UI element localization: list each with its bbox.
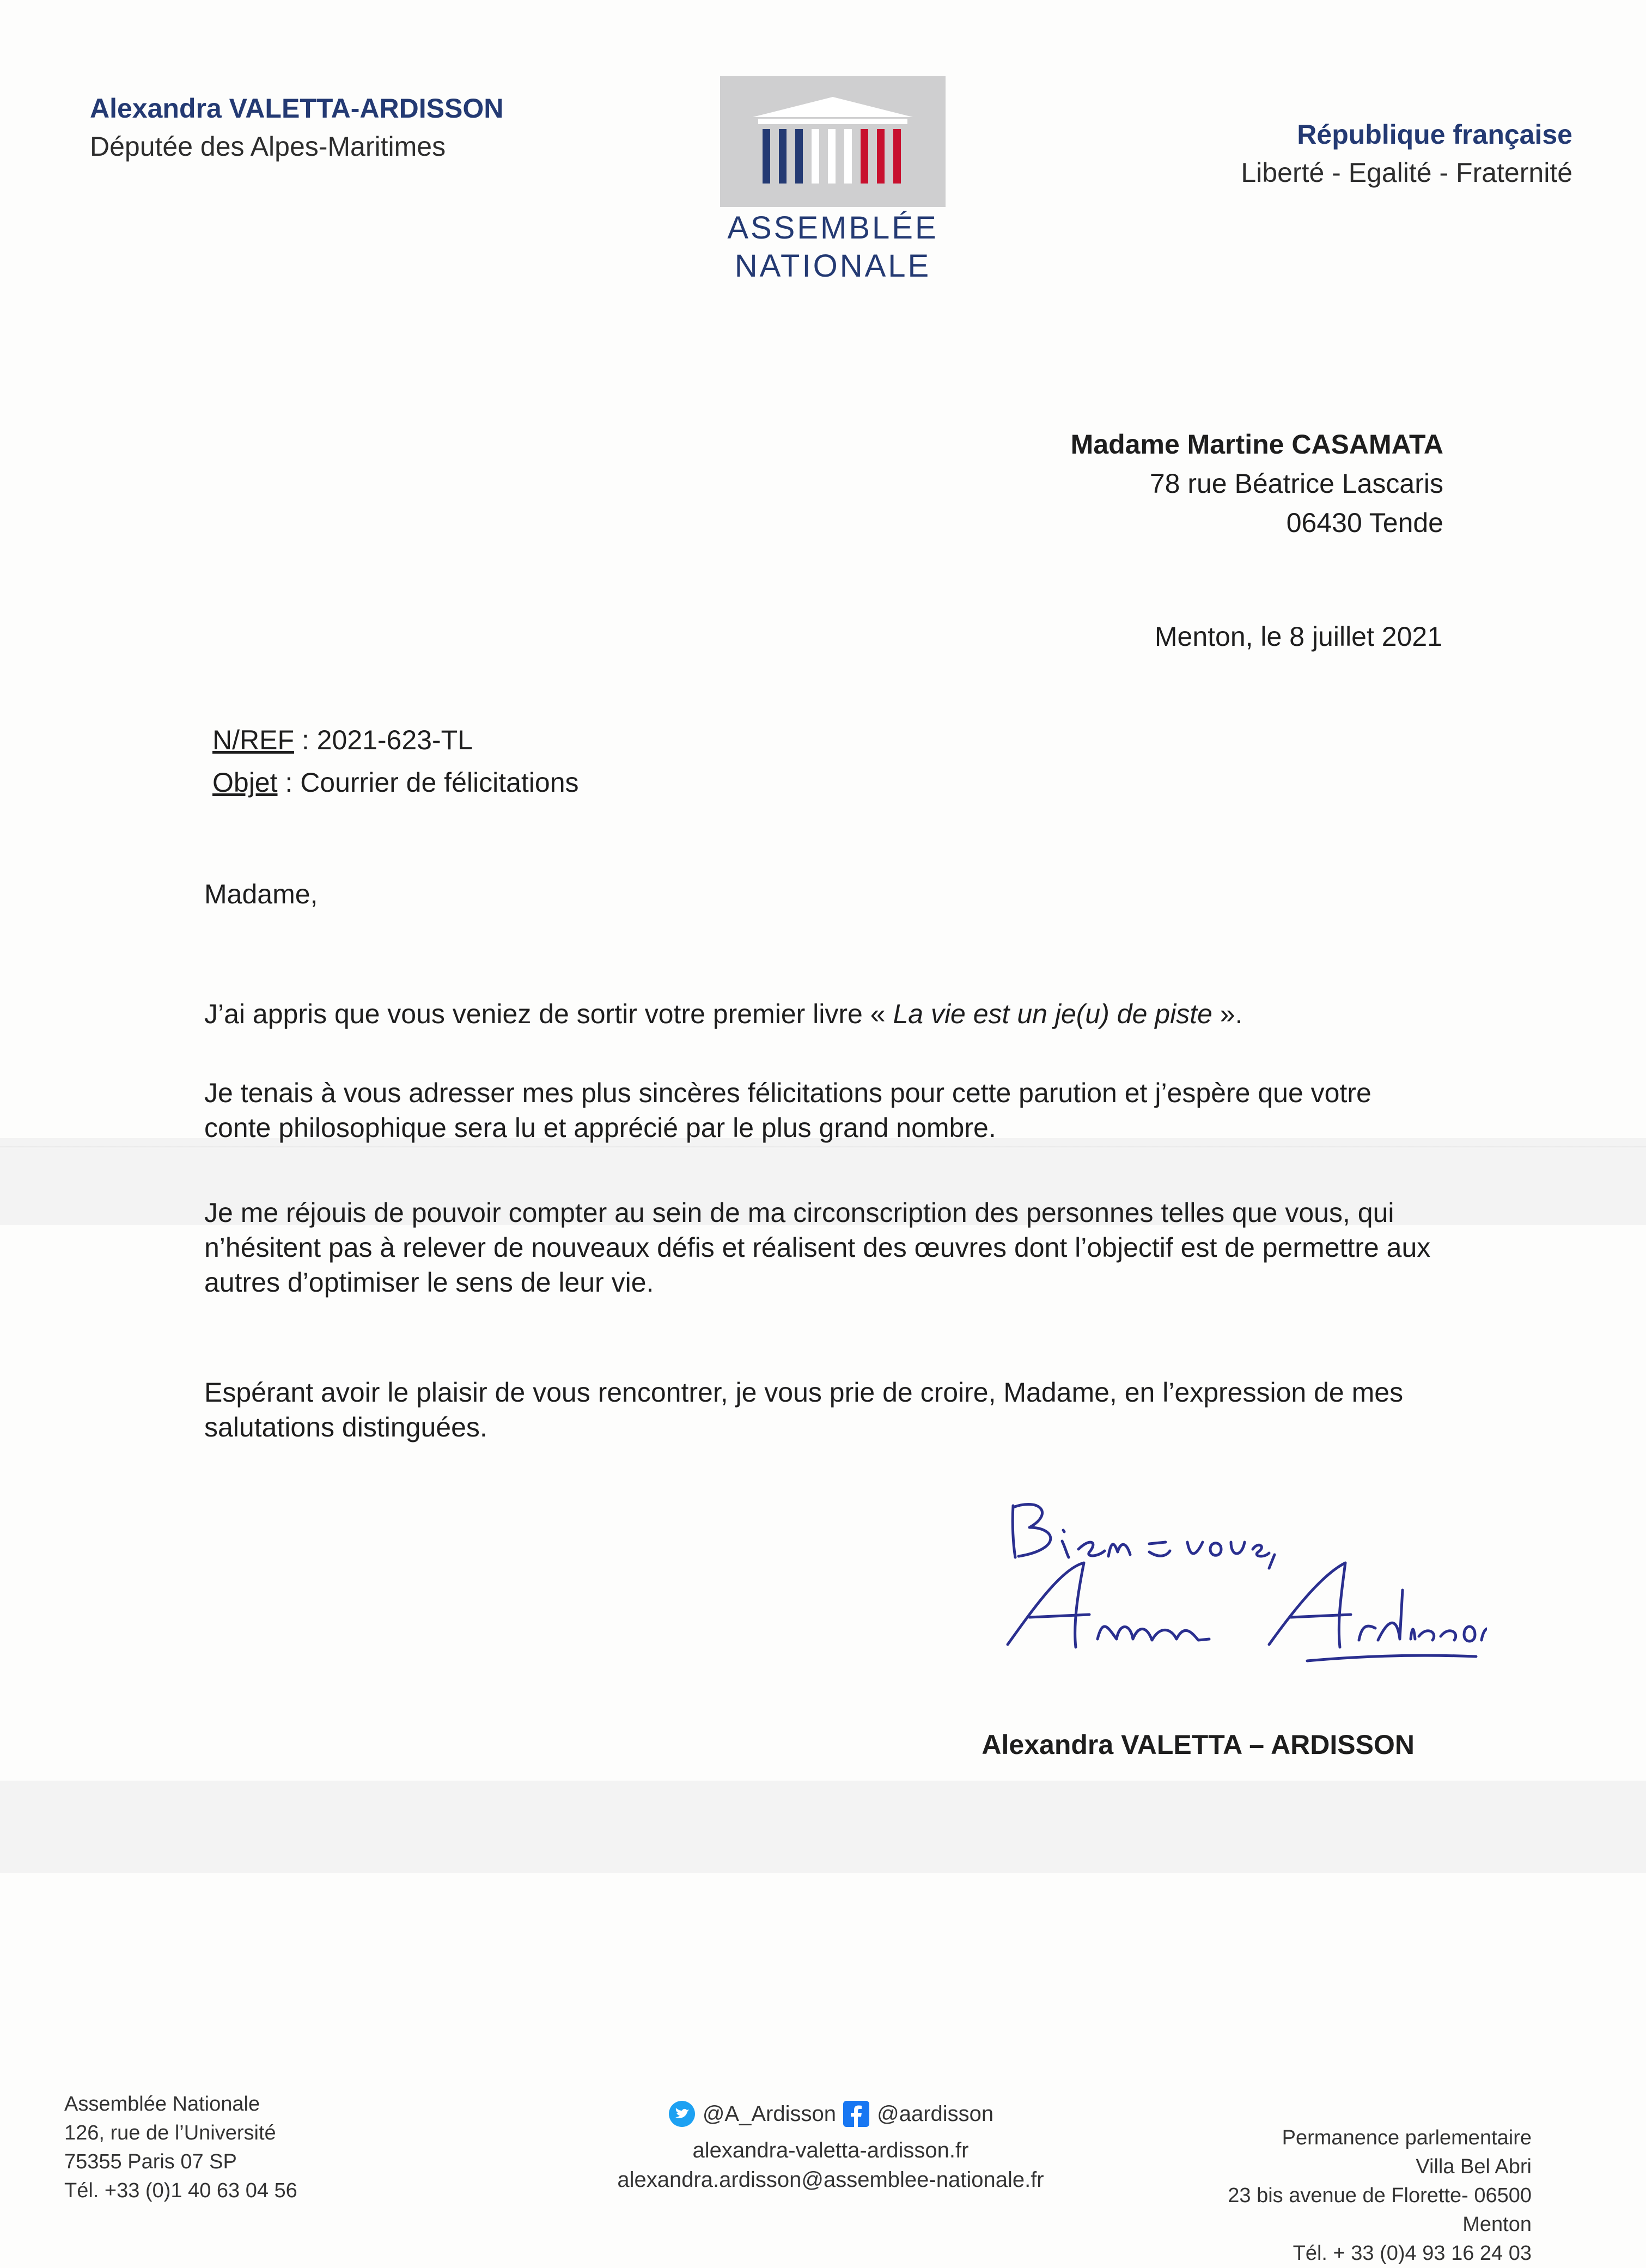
paragraph-2-text: Je tenais à vous adresser mes plus sincères félicitations pour cette parution et j’espère que votre conte philosophique sera lu et apprécié par le plus grand nombre. bbox=[204, 1078, 1371, 1143]
facebook-icon bbox=[842, 2100, 870, 2128]
republic-title: République française bbox=[1297, 119, 1572, 150]
dateline: Menton, le 8 juillet 2021 bbox=[1154, 621, 1442, 652]
handwritten-signature bbox=[997, 1481, 1487, 1691]
footer-right-line: Menton bbox=[1462, 2213, 1532, 2236]
facebook-handle-row bbox=[842, 2099, 993, 2129]
sender-block bbox=[90, 93, 503, 162]
recipient-street: 78 rue Béatrice Lascaris bbox=[1149, 468, 1443, 499]
footer-left-line: 126, rue de l’Université bbox=[64, 2122, 276, 2144]
reference-block bbox=[212, 719, 579, 804]
footer-left-line: Tél. +33 (0)1 40 63 04 56 bbox=[64, 2179, 297, 2202]
sender-name: Alexandra VALETTA-ARDISSON bbox=[90, 93, 504, 124]
republic-motto: Liberté - Egalité - Fraternité bbox=[1241, 157, 1572, 188]
paragraph-3 bbox=[204, 1195, 1435, 1300]
footer-right-line: Tél. + 33 (0)4 93 16 24 03 bbox=[1293, 2242, 1532, 2265]
assemblee-nationale-logo bbox=[720, 76, 946, 283]
logo-line2: NATIONALE bbox=[734, 248, 931, 284]
printed-signature-name: Alexandra VALETTA – ARDISSON bbox=[981, 1729, 1415, 1760]
footer-right-line: 23 bis avenue de Florette- 06500 bbox=[1228, 2184, 1532, 2207]
recipient-address bbox=[1071, 425, 1443, 542]
republic-block bbox=[1241, 119, 1572, 188]
paragraph-4-text: Espérant avoir le plaisir de vous rencontrer, je vous prie de croire, Madame, en l’expression de mes salutations distinguées. bbox=[204, 1377, 1404, 1442]
footer-contacts bbox=[545, 2099, 1117, 2194]
facebook-handle[interactable]: @aardisson bbox=[877, 2102, 994, 2126]
paragraph-2 bbox=[204, 1075, 1435, 1145]
subject-line bbox=[212, 761, 579, 804]
p1-after: ». bbox=[1212, 999, 1243, 1029]
footer-right-line: Villa Bel Abri bbox=[1416, 2155, 1532, 2178]
recipient-city: 06430 Tende bbox=[1286, 508, 1443, 538]
paragraph-4 bbox=[204, 1375, 1435, 1445]
footer-left-line: 75355 Paris 07 SP bbox=[64, 2150, 237, 2173]
paragraph-1 bbox=[204, 997, 1435, 1031]
footer-permanence-address bbox=[1228, 2124, 1532, 2268]
sender-role: Députée des Alpes-Maritimes bbox=[90, 131, 446, 162]
website-link[interactable]: alexandra-valetta-ardisson.fr bbox=[692, 2138, 969, 2162]
footer-assembly-address bbox=[64, 2090, 297, 2205]
paper-shading bbox=[0, 1781, 1646, 1873]
twitter-icon bbox=[668, 2100, 696, 2128]
subject-value: : Courrier de félicitations bbox=[277, 767, 579, 798]
fold-line bbox=[0, 1146, 1646, 1148]
ref-label: N/REF bbox=[212, 725, 294, 755]
assembly-building-icon bbox=[720, 76, 946, 207]
p1-before: J’ai appris que vous veniez de sortir votre premier livre « bbox=[204, 999, 893, 1029]
footer-left-line: Assemblée Nationale bbox=[64, 2093, 260, 2116]
subject-label: Objet bbox=[212, 767, 278, 798]
footer-right-line: Permanence parlementaire bbox=[1282, 2126, 1532, 2149]
twitter-handle-row bbox=[668, 2099, 836, 2129]
salutation: Madame, bbox=[204, 879, 318, 909]
reference-line bbox=[212, 719, 579, 761]
ref-value: : 2021-623-TL bbox=[294, 725, 473, 755]
paragraph-3-text: Je me réjouis de pouvoir compter au sein de ma circonscription des personnes telles que vous, qui n’hésitent pas à relever de nouveaux défis et réalisent des œuvres dont l’objectif est de permettre aux autres d’optimiser le sens de leur vie. bbox=[204, 1197, 1431, 1298]
recipient-name: Madame Martine CASAMATA bbox=[1070, 429, 1443, 460]
logo-line1: ASSEMBLÉE bbox=[727, 210, 938, 246]
email-link[interactable]: alexandra.ardisson@assemblee-nationale.fr bbox=[617, 2168, 1044, 2192]
twitter-handle[interactable]: @A_Ardisson bbox=[702, 2102, 836, 2126]
book-title: La vie est un je(u) de piste bbox=[893, 999, 1212, 1029]
